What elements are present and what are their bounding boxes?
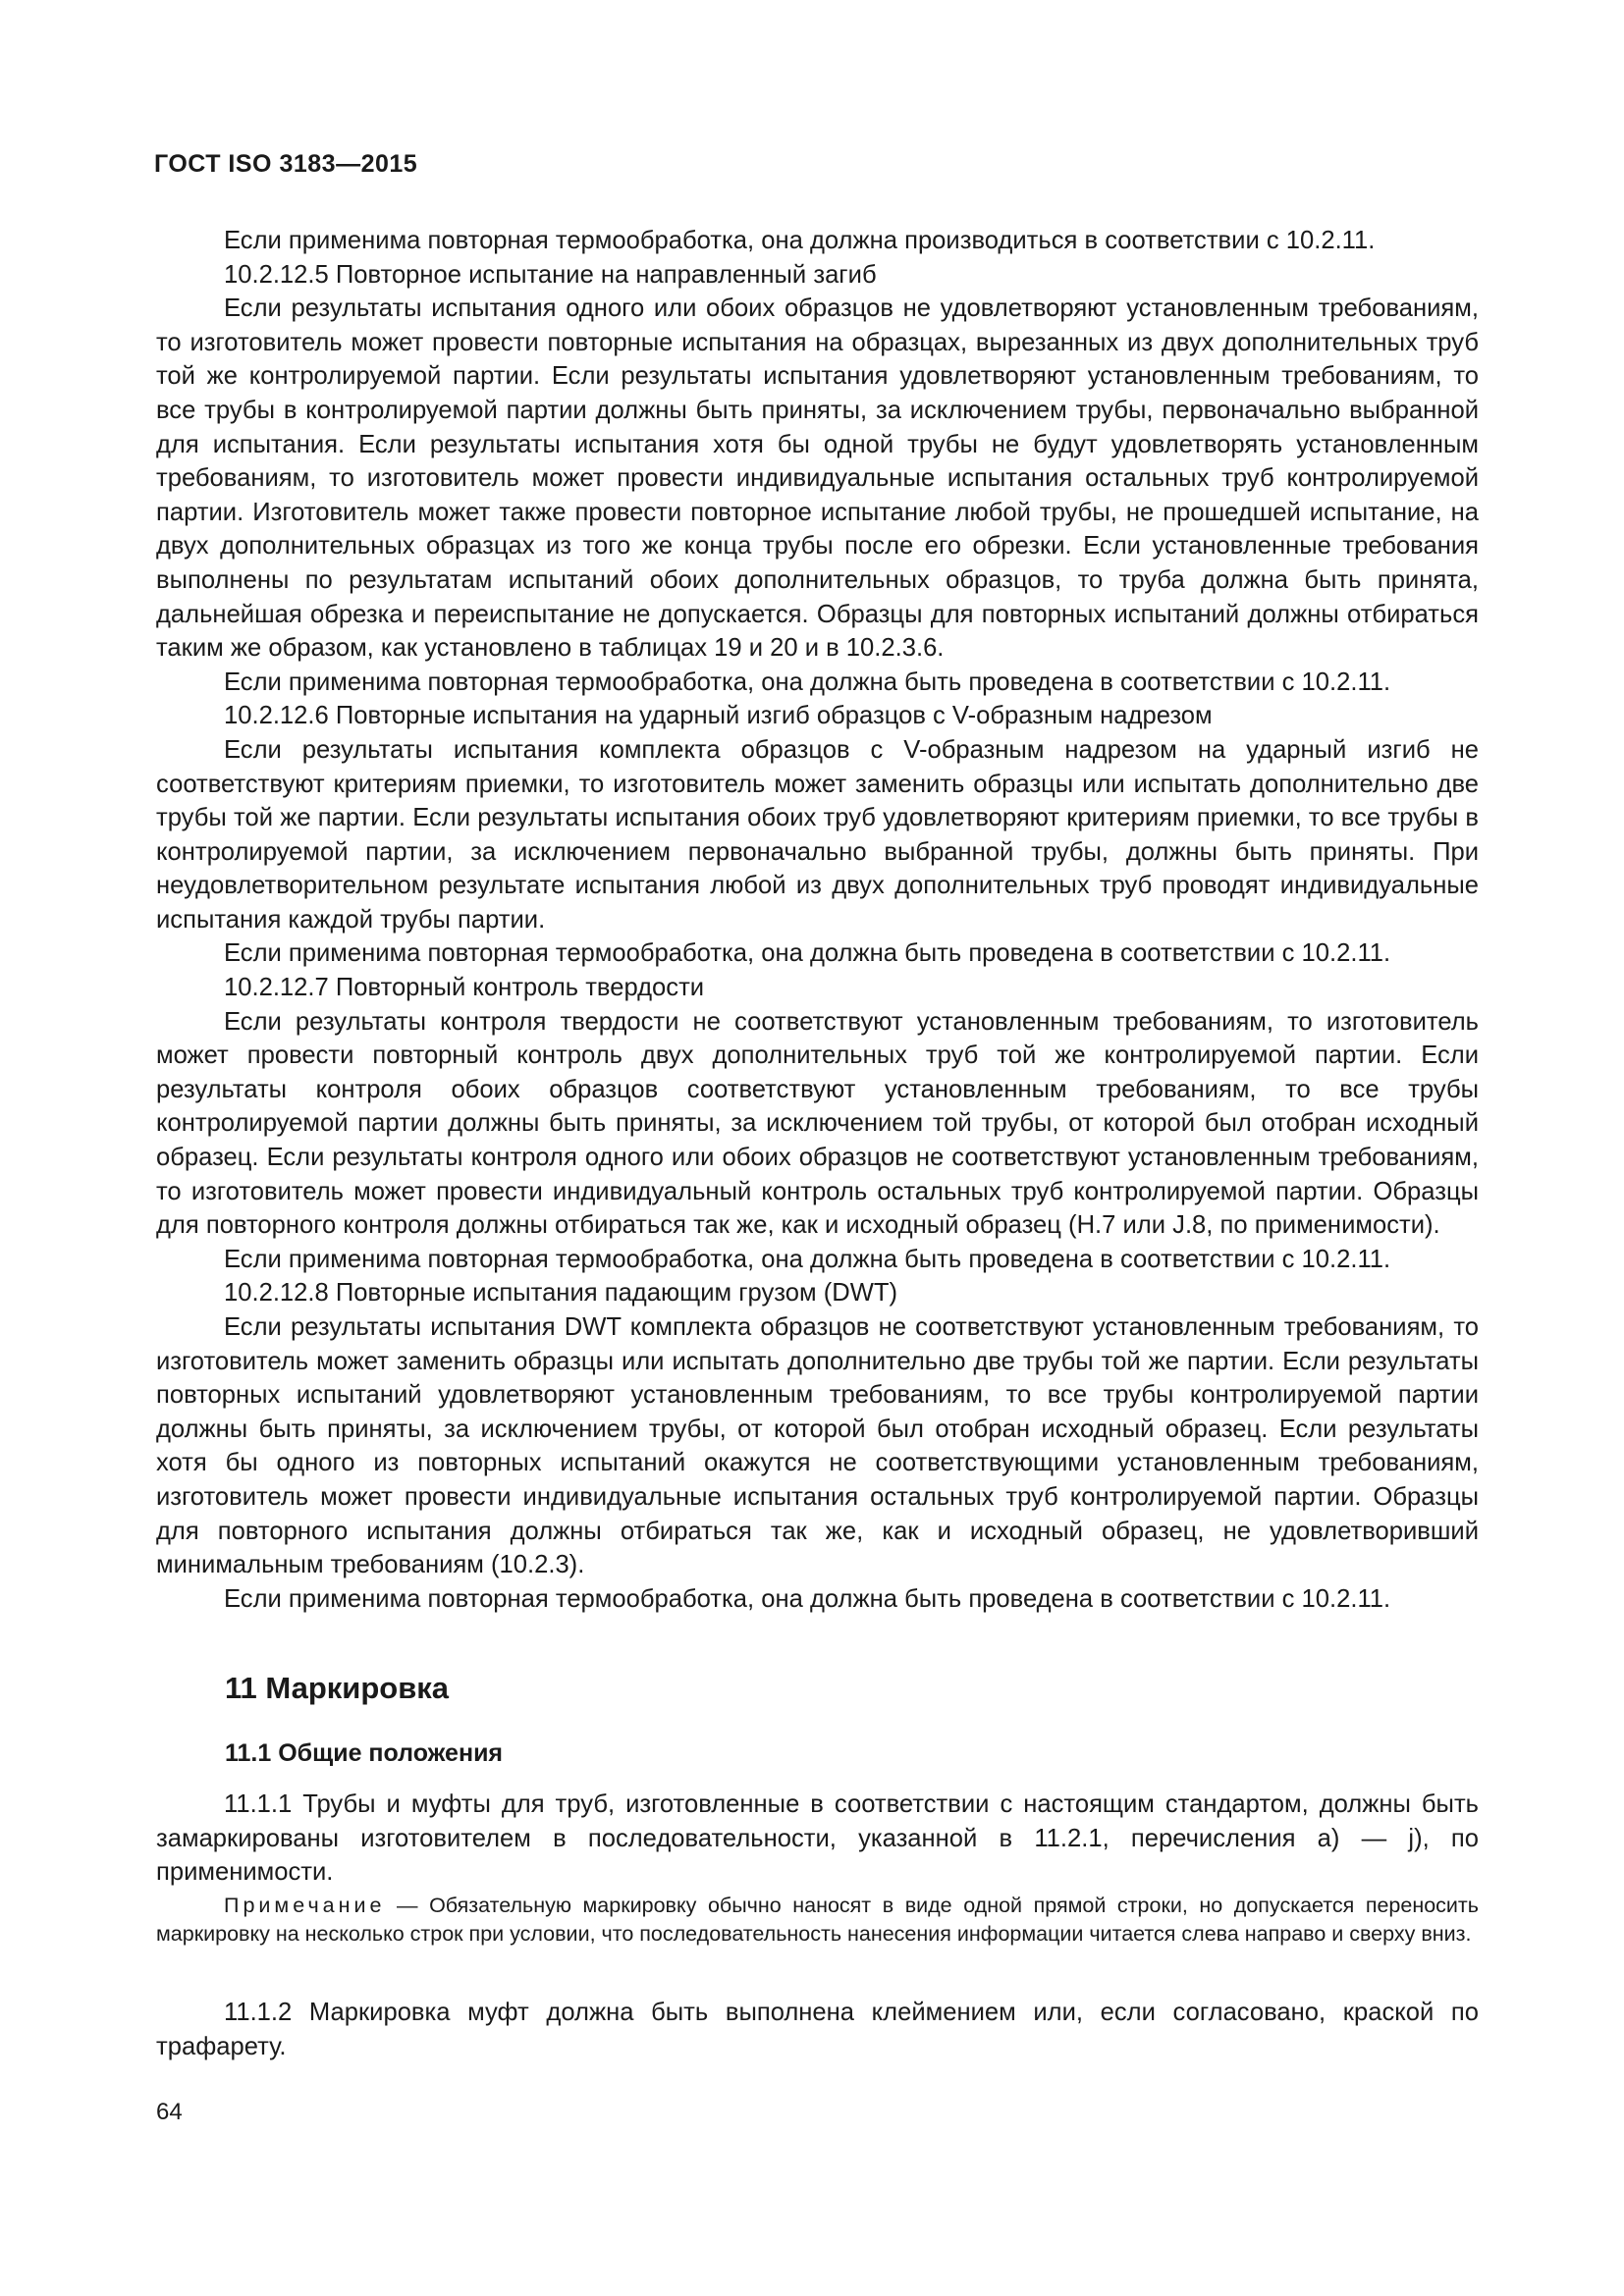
clause-title: 10.2.12.5 Повторное испытание на направленный загиб xyxy=(224,260,877,289)
clause-title: 10.2.12.6 Повторные испытания на ударный изгиб образцов с V-образным надрезом xyxy=(224,702,1213,730)
paragraph: Если применима повторная термообработка, она должна быть проведена в соответствии с 10.2.11. xyxy=(224,667,1391,696)
clause-title: 10.2.12.7 Повторный контроль твердости xyxy=(224,974,705,1002)
note-label: Примечание xyxy=(224,1894,386,1917)
body-text xyxy=(156,224,1479,1616)
paragraph: Если результаты испытания комплекта образцов с V-образным надрезом на ударный изгиб не соответствуют критериям приемки, то изготовитель может заменить образцы или испытать дополнительно две трубы той же партии. Если результаты испытания обоих труб удовлетворяют критериям приемки, то все трубы в контролируемой партии, за исключением первоначально выбранной трубы, должны быть приняты. При неудовлетворительном результате испытания любой из двух дополнительных труб проводят индивидуальные испытания каждой трубы партии. xyxy=(156,735,1479,934)
paragraph: Если применима повторная термообработка, она должна производиться в соответствии с 10.2.11. xyxy=(224,227,1376,254)
note xyxy=(156,1892,1479,1949)
paragraph-block xyxy=(156,1996,1479,2063)
paragraph: Если применима повторная термообработка, она должна быть проведена в соответствии с 10.2.11. xyxy=(224,939,1391,968)
document-header: ГОСТ ISO 3183—2015 xyxy=(154,150,418,178)
note-text: — Обязательную маркировку обычно наносят в виде одной прямой строки, но допускается переносить маркировку на несколько строк при условии, что последовательность нанесения информации читается слева направо и сверху вниз. xyxy=(156,1894,1479,1946)
paragraph: 11.1.2 Маркировка муфт должна быть выполнена клеймением или, если согласовано, краской по трафарету. xyxy=(156,1999,1479,2060)
paragraph: Если результаты контроля твердости не соответствуют установленным требованиям, то изготовитель может провести повторный контроль двух дополнительных труб той же контролируемой партии. Если результаты контроля обоих образцов соответствуют установленным требованиям, то все трубы контролируемой партии должны быть приняты, за исключением той трубы, от которой был отобран исходный образец. Если результаты контроля одного или обоих образцов не соответствуют установленным требованиям, то изготовитель может провести индивидуальный контроль остальных труб контролируемой партии. Образцы для повторного контроля должны отбираться так же, как и исходный образец (H.7 или J.8, по применимости). xyxy=(156,1007,1479,1240)
paragraph: Если результаты испытания DWT комплекта образцов не соответствуют установленным требованиям, то изготовитель может заменить образцы или испытать дополнительно две трубы той же партии. Если результаты повторных испытаний удовлетворяют установленным требованиям, то все трубы контролируемой партии должны быть приняты, за исключением трубы, от которой был отобран исходный образец. Если результаты хотя бы одного из повторных испытаний окажутся не соответствующими установленным требованиям, изготовитель может провести индивидуальные испытания остальных труб контролируемой партии. Образцы для повторного испытания должны отбираться так же, как и исходный образец, не удовлетворивший минимальным требованиям (10.2.3). xyxy=(156,1313,1479,1579)
paragraph: Если применима повторная термообработка, она должна быть проведена в соответствии с 10.2.11. xyxy=(224,1584,1391,1613)
paragraph-block xyxy=(156,1788,1479,1890)
section-heading: 11 Маркировка xyxy=(225,1671,450,1705)
paragraph: 11.1.1 Трубы и муфты для труб, изготовленные в соответствии с настоящим стандартом, должны быть замаркированы изготовителем в последовательности, указанной в 11.2.1, перечисления a) — j), по применимости. xyxy=(156,1790,1479,1887)
clause-title: 10.2.12.8 Повторные испытания падающим грузом (DWT) xyxy=(224,1279,898,1308)
page-number: 64 xyxy=(156,2099,183,2125)
paragraph: Если применима повторная термообработка, она должна быть проведена в соответствии с 10.2.11. xyxy=(224,1245,1391,1273)
subsection-heading: 11.1 Общие положения xyxy=(225,1739,504,1767)
paragraph: Если результаты испытания одного или обоих образцов не удовлетворяют установленным требованиям, то изготовитель может провести повторные испытания на образцах, вырезанных из двух дополнительных труб той же контролируемой партии. Если результаты испытания удовлетворяют установленным требованиям, то все трубы в контролируемой партии должны быть приняты, за исключением трубы, первоначально выбранной для испытания. Если результаты испытания хотя бы одной трубы не будут удовлетворять установленным требованиям, то изготовитель может провести индивидуальные испытания остальных труб контролируемой партии. Изготовитель может также провести повторное испытание любой трубы, не прошедшей испытание, на двух дополнительных образцах из того же конца трубы после его обрезки. Если установленные требования выполнены по результатам испытаний обоих дополнительных образцов, то труба должна быть принята, дальнейшая обрезка и переиспытание не допускается. Образцы для повторных испытаний должны отбираться таким же образом, как установлено в таблицах 19 и 20 и в 10.2.3.6. xyxy=(156,294,1479,663)
